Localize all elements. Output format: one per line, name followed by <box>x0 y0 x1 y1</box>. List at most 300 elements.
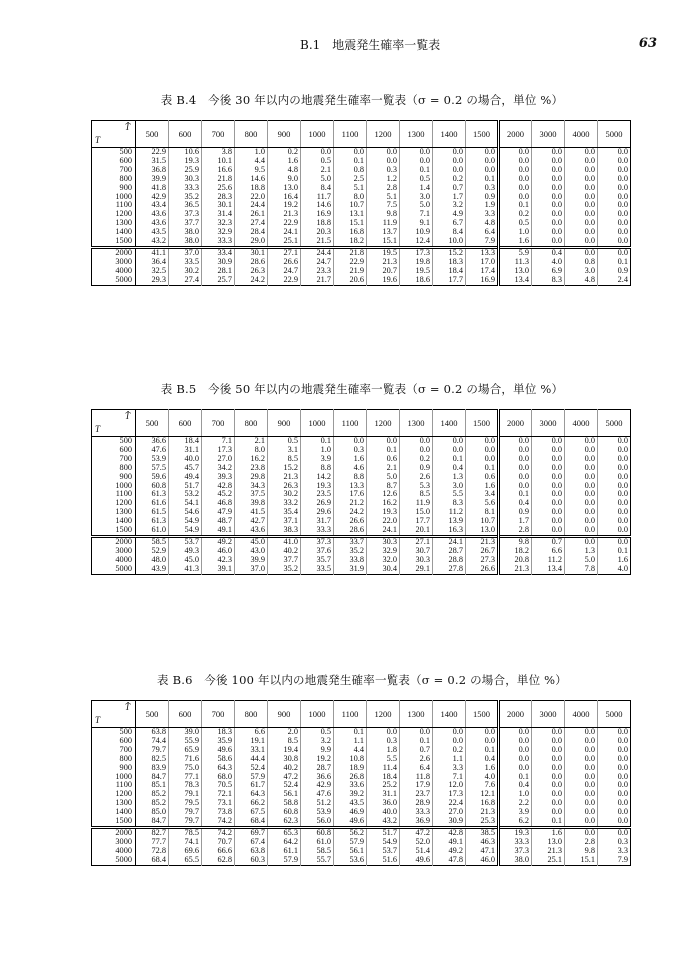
table-cell: 49.6 <box>202 746 235 755</box>
table-cell: 28.7 <box>433 547 466 556</box>
table-cell: 61.7 <box>235 781 268 790</box>
table-cell: 39.0 <box>169 728 202 737</box>
table-cell: 13.0 <box>268 184 301 193</box>
table-cell: 49.6 <box>334 817 367 827</box>
row-header: 1300 <box>92 508 136 517</box>
table-cell: 0.0 <box>466 166 499 175</box>
row-header: 5000 <box>92 856 136 865</box>
table-cell: 18.4 <box>169 437 202 446</box>
table-cell: 0.0 <box>532 201 565 210</box>
table-cell: 37.0 <box>235 565 268 574</box>
column-header: 1400 <box>433 121 466 148</box>
table-cell: 3.3 <box>617 845 628 855</box>
table-cell: 8.5 <box>268 737 301 746</box>
table-cell: 24.1 <box>433 536 466 546</box>
table-cell: 19.2 <box>268 201 301 210</box>
column-header: 4000 <box>565 410 598 437</box>
table-cell: 22.4 <box>433 799 466 808</box>
table-cell: 82.5 <box>136 755 169 764</box>
table-cell: 0.0 <box>499 764 532 773</box>
table-cell: 0.1 <box>617 545 628 555</box>
table-cell: 36.5 <box>169 201 202 210</box>
table-cell: 26.6 <box>334 517 367 526</box>
table-cell: 79.1 <box>169 790 202 799</box>
table-cell: 30.4 <box>367 565 400 574</box>
table-cell: 9.8 <box>367 210 400 219</box>
row-header: 600 <box>92 737 136 746</box>
column-header: 2000 <box>499 410 532 437</box>
table-cell: 1.6 <box>268 157 301 166</box>
table-cell: 61.1 <box>268 847 301 856</box>
row-header: 500 <box>92 728 136 737</box>
table-cell: 25.1 <box>268 237 301 247</box>
table-cell: 10.1 <box>202 157 235 166</box>
table-cell: 21.8 <box>202 175 235 184</box>
table-cell: 37.7 <box>268 556 301 565</box>
table-cell: 13.9 <box>433 517 466 526</box>
table-cell: 22.9 <box>136 148 169 157</box>
table-cell: 83.9 <box>136 764 169 773</box>
table-cell: 0.8 <box>565 258 598 267</box>
table-cell: 0.0 <box>617 173 628 183</box>
row-header: 1000 <box>92 193 136 202</box>
table-cell: 39.9 <box>136 175 169 184</box>
table-cell: 15.2 <box>268 464 301 473</box>
table-cell: 46.0 <box>202 547 235 556</box>
table-cell: 0.0 <box>532 464 565 473</box>
table-cell: 16.2 <box>367 499 400 508</box>
table-cell: 0.5 <box>400 175 433 184</box>
table-cell: 37.0 <box>169 247 202 257</box>
table-cell: 15.0 <box>400 508 433 517</box>
table-cell: 0.4 <box>499 781 532 790</box>
column-header: 600 <box>169 410 202 437</box>
table-cell: 0.3 <box>466 184 499 193</box>
table-cell: 0.9 <box>466 193 499 202</box>
table-cell: 8.0 <box>235 446 268 455</box>
table-cell: 33.4 <box>202 247 235 257</box>
table-cell: 0.0 <box>565 228 598 237</box>
table-cell: 24.4 <box>235 201 268 210</box>
table-cell: 65.3 <box>268 827 301 837</box>
table-cell: 0.0 <box>565 817 598 827</box>
table-cell: 15.1 <box>334 219 367 228</box>
table-cell: 43.6 <box>136 210 169 219</box>
table-cell: 7.9 <box>466 237 499 247</box>
table-cell: 3.3 <box>466 210 499 219</box>
table-cell: 0.0 <box>433 728 466 737</box>
table-cell: 0.8 <box>334 166 367 175</box>
table-cell: 0.1 <box>466 175 499 184</box>
table-cell: 0.0 <box>617 462 628 472</box>
row-header: 800 <box>92 464 136 473</box>
table-cell: 13.4 <box>532 565 565 574</box>
table-cell: 51.4 <box>400 847 433 856</box>
column-header: 500 <box>136 701 169 728</box>
table-cell: 21.3 <box>466 808 499 817</box>
table-cell: 6.7 <box>433 219 466 228</box>
row-header: 1500 <box>92 237 136 247</box>
table-cell: 43.2 <box>136 237 169 247</box>
table-cell: 0.0 <box>499 157 532 166</box>
row-axis-label: T <box>95 715 101 726</box>
table-cell: 13.7 <box>367 228 400 237</box>
table-cell: 4.0 <box>532 258 565 267</box>
table-cell: 19.4 <box>268 746 301 755</box>
table-cell: 1.3 <box>565 547 598 556</box>
table-cell: 0.0 <box>433 166 466 175</box>
table-cell: 0.0 <box>334 437 367 446</box>
table-cell: 0.0 <box>499 455 532 464</box>
table-cell: 19.3 <box>169 157 202 166</box>
table-cell: 2.0 <box>268 728 301 737</box>
table-cell: 71.6 <box>169 755 202 764</box>
table-cell: 68.0 <box>202 773 235 782</box>
table-cell: 18.6 <box>400 276 433 285</box>
table-cell: 38.5 <box>466 827 499 837</box>
row-header: 4000 <box>92 267 136 276</box>
table-cell: 0.0 <box>617 816 628 826</box>
table-cell: 10.7 <box>334 201 367 210</box>
table-cell: 0.4 <box>466 755 499 764</box>
running-head <box>0 36 700 54</box>
table-cell: 0.0 <box>565 482 598 491</box>
table-cell: 2.1 <box>301 166 334 175</box>
table-cell: 0.0 <box>598 827 631 837</box>
table-cell: 27.1 <box>268 247 301 257</box>
table-cell: 0.2 <box>433 746 466 755</box>
table-cell: 4.8 <box>268 166 301 175</box>
table-cell: 20.3 <box>301 228 334 237</box>
table-cell: 18.8 <box>235 184 268 193</box>
table-cell: 0.0 <box>532 728 565 737</box>
table-cell: 41.5 <box>235 508 268 517</box>
table-cell: 17.4 <box>466 267 499 276</box>
col-axis-label: T̂ <box>124 122 130 132</box>
table-cell: 73.1 <box>202 799 235 808</box>
table-cell: 34.2 <box>202 464 235 473</box>
table-cell: 6.4 <box>400 764 433 773</box>
table-cell: 17.7 <box>433 276 466 285</box>
table-cell: 26.9 <box>301 499 334 508</box>
table-cell: 17.0 <box>466 258 499 267</box>
table-cell: 30.7 <box>400 547 433 556</box>
table-cell: 15.1 <box>367 237 400 247</box>
table-cell: 0.0 <box>565 499 598 508</box>
column-header: 900 <box>268 701 301 728</box>
table-cell: 21.5 <box>301 237 334 247</box>
table-cell: 30.9 <box>202 258 235 267</box>
table-cell: 0.0 <box>532 781 565 790</box>
row-header: 1100 <box>92 781 136 790</box>
table-cell: 0.0 <box>617 735 628 745</box>
probability-table <box>91 120 631 286</box>
table-cell: 12.4 <box>400 237 433 247</box>
table-cell: 0.0 <box>499 755 532 764</box>
table-cell: 18.2 <box>499 547 532 556</box>
table-cell: 0.0 <box>565 166 598 175</box>
table-cell: 36.6 <box>136 437 169 446</box>
column-header: 600 <box>169 121 202 148</box>
table-cell: 0.5 <box>301 728 334 737</box>
table-cell: 0.7 <box>433 184 466 193</box>
table-cell: 70.5 <box>202 781 235 790</box>
table-cell: 65.5 <box>169 856 202 865</box>
table-cell: 0.0 <box>565 764 598 773</box>
table-cell: 25.6 <box>202 184 235 193</box>
table-cell: 57.5 <box>136 464 169 473</box>
table-cell: 23.3 <box>301 267 334 276</box>
table-cell: 16.9 <box>301 210 334 219</box>
table-cell: 21.3 <box>268 210 301 219</box>
table-cell: 0.0 <box>565 526 598 536</box>
table-cell: 10.6 <box>169 148 202 157</box>
table-cell: 54.6 <box>169 508 202 517</box>
table-cell: 2.8 <box>499 526 532 536</box>
table-cell: 59.6 <box>136 473 169 482</box>
table-cell: 31.1 <box>367 790 400 799</box>
table-cell: 0.0 <box>532 148 565 157</box>
column-header: 1200 <box>367 410 400 437</box>
table-cell: 0.0 <box>499 464 532 473</box>
table-cell: 33.1 <box>235 746 268 755</box>
table-cell: 0.0 <box>617 744 628 754</box>
table-cell: 27.0 <box>202 455 235 464</box>
table-cell: 42.7 <box>235 517 268 526</box>
table-cell: 13.0 <box>499 267 532 276</box>
table-cell: 30.8 <box>268 755 301 764</box>
table-cell: 4.6 <box>334 464 367 473</box>
table-cell: 46.0 <box>466 856 499 865</box>
table-cell: 24.7 <box>301 258 334 267</box>
table-cell: 43.2 <box>367 817 400 827</box>
table-cell: 0.1 <box>367 446 400 455</box>
table-cell: 32.9 <box>202 228 235 237</box>
table-cell: 66.6 <box>202 847 235 856</box>
table-cell: 61.6 <box>136 499 169 508</box>
table-cell: 11.3 <box>499 258 532 267</box>
table-cell: 0.1 <box>301 437 334 446</box>
column-header: 800 <box>235 121 268 148</box>
table-cell: 28.4 <box>235 228 268 237</box>
table-cell: 0.0 <box>532 482 565 491</box>
table-cell: 18.3 <box>202 728 235 737</box>
table-cell: 61.0 <box>136 526 169 536</box>
table-cell: 6.6 <box>235 728 268 737</box>
table-cell: 2.1 <box>367 464 400 473</box>
table-cell: 0.0 <box>433 737 466 746</box>
table-cell: 62.3 <box>268 817 301 827</box>
table-cell: 4.0 <box>466 773 499 782</box>
row-header: 800 <box>92 175 136 184</box>
table-cell: 1.7 <box>433 193 466 202</box>
table-cell: 66.2 <box>235 799 268 808</box>
table-cell: 49.2 <box>433 847 466 856</box>
table-cell: 84.7 <box>136 773 169 782</box>
table-cell: 35.2 <box>268 565 301 574</box>
table-cell: 0.0 <box>565 193 598 202</box>
table-cell: 26.3 <box>268 482 301 491</box>
table-cell: 24.1 <box>367 526 400 536</box>
table-cell: 0.3 <box>367 166 400 175</box>
table-cell: 8.5 <box>400 490 433 499</box>
table-cell: 4.0 <box>617 563 628 573</box>
table-cell: 0.0 <box>400 148 433 157</box>
table-cell: 45.2 <box>202 490 235 499</box>
table-cell: 0.0 <box>466 437 499 446</box>
table-cell: 0.0 <box>466 728 499 737</box>
table-cell: 1.0 <box>235 148 268 157</box>
table-block-b6 <box>91 672 633 866</box>
table-cell: 19.6 <box>367 276 400 285</box>
column-header: 1300 <box>400 121 433 148</box>
table-cell: 60.3 <box>235 856 268 865</box>
table-cell: 0.0 <box>617 807 628 817</box>
table-cell: 13.3 <box>466 247 499 257</box>
table-cell: 0.0 <box>532 746 565 755</box>
row-header: 1300 <box>92 799 136 808</box>
table-cell: 0.0 <box>499 175 532 184</box>
table-cell: 0.0 <box>532 157 565 166</box>
table-cell: 6.4 <box>466 228 499 237</box>
table-cell: 77.7 <box>136 838 169 847</box>
table-cell: 6.9 <box>532 267 565 276</box>
table-cell: 10.9 <box>400 228 433 237</box>
table-cell: 0.0 <box>565 508 598 517</box>
table-cell: 0.0 <box>565 728 598 737</box>
table-cell: 53.6 <box>334 856 367 865</box>
table-cell: 58.5 <box>301 847 334 856</box>
table-cell: 27.4 <box>169 276 202 285</box>
table-cell: 41.8 <box>136 184 169 193</box>
table-cell: 31.7 <box>301 517 334 526</box>
table-cell: 19.5 <box>400 267 433 276</box>
table-cell: 1.1 <box>433 755 466 764</box>
table-cell: 2.8 <box>565 838 598 847</box>
table-cell: 85.0 <box>136 808 169 817</box>
table-cell: 25.7 <box>202 276 235 285</box>
table-cell: 1.6 <box>499 237 532 247</box>
table-cell: 48.7 <box>202 517 235 526</box>
table-cell: 39.1 <box>202 565 235 574</box>
table-cell: 0.0 <box>617 516 628 526</box>
table-cell: 47.8 <box>433 856 466 865</box>
table-cell: 38.3 <box>268 526 301 536</box>
table-cell: 0.0 <box>499 746 532 755</box>
table-cell: 0.0 <box>499 437 532 446</box>
table-cell: 36.8 <box>136 166 169 175</box>
table-cell: 24.1 <box>268 228 301 237</box>
table-cell: 45.7 <box>169 464 202 473</box>
table-cell: 8.8 <box>301 464 334 473</box>
table-cell: 29.1 <box>400 565 433 574</box>
table-cell: 30.9 <box>433 817 466 827</box>
table-cell: 9.8 <box>565 847 598 856</box>
table-cell: 6.6 <box>532 547 565 556</box>
table-cell: 51.6 <box>367 856 400 865</box>
table-cell: 0.0 <box>499 148 532 157</box>
table-cell: 84.7 <box>136 817 169 827</box>
table-cell: 0.0 <box>617 182 628 192</box>
table-cell: 58.8 <box>268 799 301 808</box>
table-cell: 31.9 <box>334 565 367 574</box>
table-cell: 33.7 <box>334 536 367 546</box>
table-cell: 45.0 <box>169 556 202 565</box>
table-cell: 0.0 <box>532 737 565 746</box>
table-cell: 40.2 <box>268 764 301 773</box>
row-header: 500 <box>92 437 136 446</box>
table-cell: 55.9 <box>169 737 202 746</box>
table-cell: 21.3 <box>499 565 532 574</box>
table-cell: 0.0 <box>565 175 598 184</box>
table-cell: 7.1 <box>433 773 466 782</box>
table-cell: 61.3 <box>136 490 169 499</box>
table-cell: 18.4 <box>433 267 466 276</box>
table-cell: 0.0 <box>617 762 628 772</box>
table-cell: 0.0 <box>565 781 598 790</box>
table-cell: 14.2 <box>301 473 334 482</box>
table-cell: 2.1 <box>235 437 268 446</box>
column-header: 1500 <box>466 121 499 148</box>
table-cell: 0.0 <box>617 236 628 246</box>
table-cell: 0.1 <box>499 490 532 499</box>
table-cell: 61.5 <box>136 508 169 517</box>
column-header: 700 <box>202 410 235 437</box>
table-cell: 29.8 <box>235 473 268 482</box>
table-cell: 53.9 <box>136 455 169 464</box>
table-cell: 1.6 <box>617 554 628 564</box>
table-cell: 0.5 <box>268 437 301 446</box>
table-cell: 79.7 <box>136 746 169 755</box>
table-cell: 0.0 <box>499 737 532 746</box>
table-cell: 54.9 <box>169 517 202 526</box>
column-header: 4000 <box>565 701 598 728</box>
table-cell: 0.9 <box>400 464 433 473</box>
table-cell: 26.3 <box>235 267 268 276</box>
table-cell: 43.6 <box>235 526 268 536</box>
table-cell: 5.1 <box>367 193 400 202</box>
table-cell: 45.0 <box>235 536 268 546</box>
table-cell: 68.4 <box>235 817 268 827</box>
table-cell: 0.0 <box>367 148 400 157</box>
table-cell: 23.7 <box>400 790 433 799</box>
table-cell: 37.7 <box>169 219 202 228</box>
row-header: 2000 <box>92 247 136 257</box>
table-cell: 74.1 <box>169 838 202 847</box>
table-cell: 27.0 <box>433 808 466 817</box>
row-header: 700 <box>92 166 136 175</box>
table-cell: 49.6 <box>400 856 433 865</box>
table-cell: 5.3 <box>400 482 433 491</box>
table-cell: 0.6 <box>367 455 400 464</box>
table-cell: 0.3 <box>617 836 628 846</box>
table-cell: 0.0 <box>617 780 628 790</box>
table-cell: 85.1 <box>136 781 169 790</box>
table-cell: 0.0 <box>565 808 598 817</box>
table-cell: 43.5 <box>136 228 169 237</box>
table-cell: 8.4 <box>433 228 466 237</box>
row-header: 600 <box>92 157 136 166</box>
table-cell: 0.0 <box>466 446 499 455</box>
table-cell: 24.4 <box>301 247 334 257</box>
table-cell: 49.2 <box>202 536 235 546</box>
table-cell: 32.5 <box>136 267 169 276</box>
table-cell: 25.3 <box>466 817 499 827</box>
table-cell: 0.1 <box>466 746 499 755</box>
table-cell: 21.9 <box>334 267 367 276</box>
table-cell: 0.0 <box>334 148 367 157</box>
row-header: 900 <box>92 473 136 482</box>
